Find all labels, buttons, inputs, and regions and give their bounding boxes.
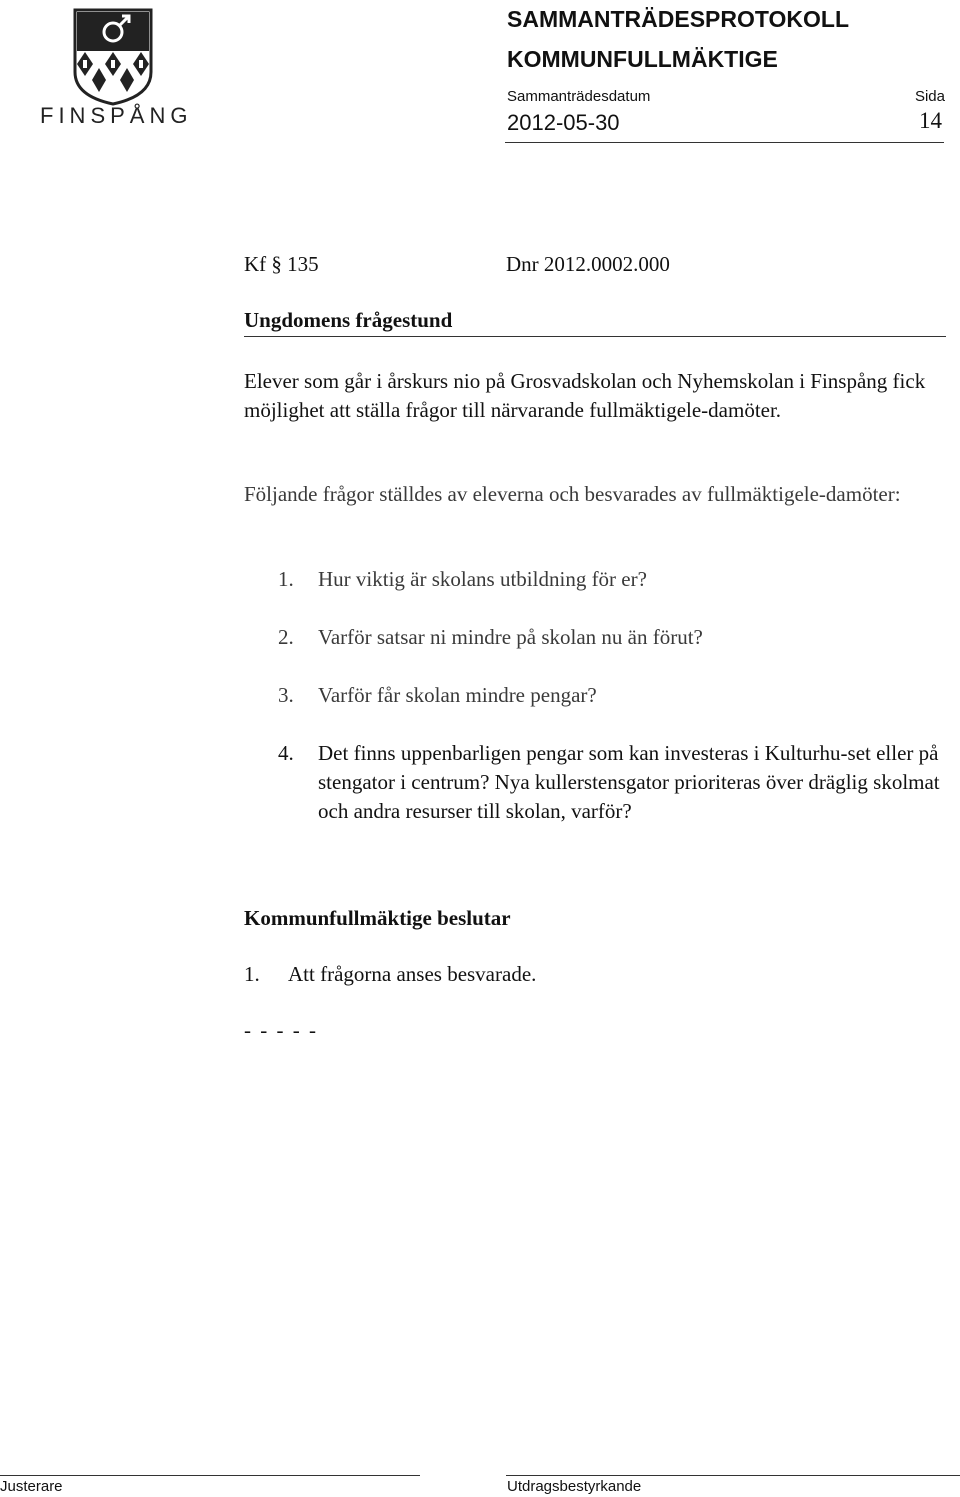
list-item-text: Hur viktig är skolans utbildning för er?: [318, 567, 647, 591]
date-label: Sammanträdesdatum: [507, 88, 651, 105]
end-marker: - - - - -: [244, 1018, 318, 1042]
footer-certification-label: Utdragsbestyrkande: [507, 1478, 642, 1495]
decision-item-number: 1.: [244, 962, 260, 986]
finspang-coat-of-arms-icon: [40, 8, 185, 108]
footer-divider-right: [506, 1475, 960, 1476]
diary-number: Dnr 2012.0002.000: [506, 252, 670, 276]
footer-adjuster-label: Justerare: [0, 1478, 63, 1495]
decision-item-text: Att frågorna anses besvarade.: [288, 962, 537, 986]
list-item: [278, 623, 958, 652]
document-subtitle: KOMMUNFULLMÄKTIGE: [507, 46, 778, 72]
questions-list: [278, 565, 958, 855]
list-item-number: 1.: [278, 567, 294, 591]
page-number: 14: [919, 108, 942, 133]
section-divider: [244, 336, 946, 337]
paragraph-number: Kf § 135: [244, 252, 319, 276]
list-item-text: Det finns uppenbarligen pengar som kan investeras i Kulturhu-set eller på stengator i centrum? Nya kullerstensgator prioriteras över dräglig skolmat och andra resurser till skolan, varför?: [318, 741, 940, 823]
list-item: [278, 739, 958, 826]
list-item: [278, 681, 958, 710]
decision-title: Kommunfullmäktige beslutar: [244, 906, 511, 930]
list-item: [278, 565, 958, 594]
document-title: SAMMANTRÄDESPROTOKOLL: [507, 6, 850, 32]
intro-paragraph: Elever som går i årskurs nio på Grosvadskolan och Nyhemskolan i Finspång fick möjlighet att ställa frågor till närvarande fullmäktigele-damöter.: [244, 369, 926, 422]
page-label: Sida: [914, 88, 945, 105]
list-item-number: 4.: [278, 741, 294, 765]
decision-item: [244, 962, 536, 987]
logo-text: FINSPÅNG: [40, 103, 193, 128]
list-item-text: Varför satsar ni mindre på skolan nu än förut?: [318, 625, 703, 649]
list-item-number: 2.: [278, 625, 294, 649]
list-item-number: 3.: [278, 683, 294, 707]
questions-intro-paragraph: Följande frågor ställdes av eleverna och besvarades av fullmäktigele-damöter:: [244, 482, 901, 506]
list-item-text: Varför får skolan mindre pengar?: [318, 683, 597, 707]
footer-divider-left: [0, 1475, 420, 1476]
meeting-date: 2012-05-30: [507, 110, 620, 135]
section-title: Ungdomens frågestund: [244, 308, 453, 332]
header-divider: [505, 142, 944, 143]
